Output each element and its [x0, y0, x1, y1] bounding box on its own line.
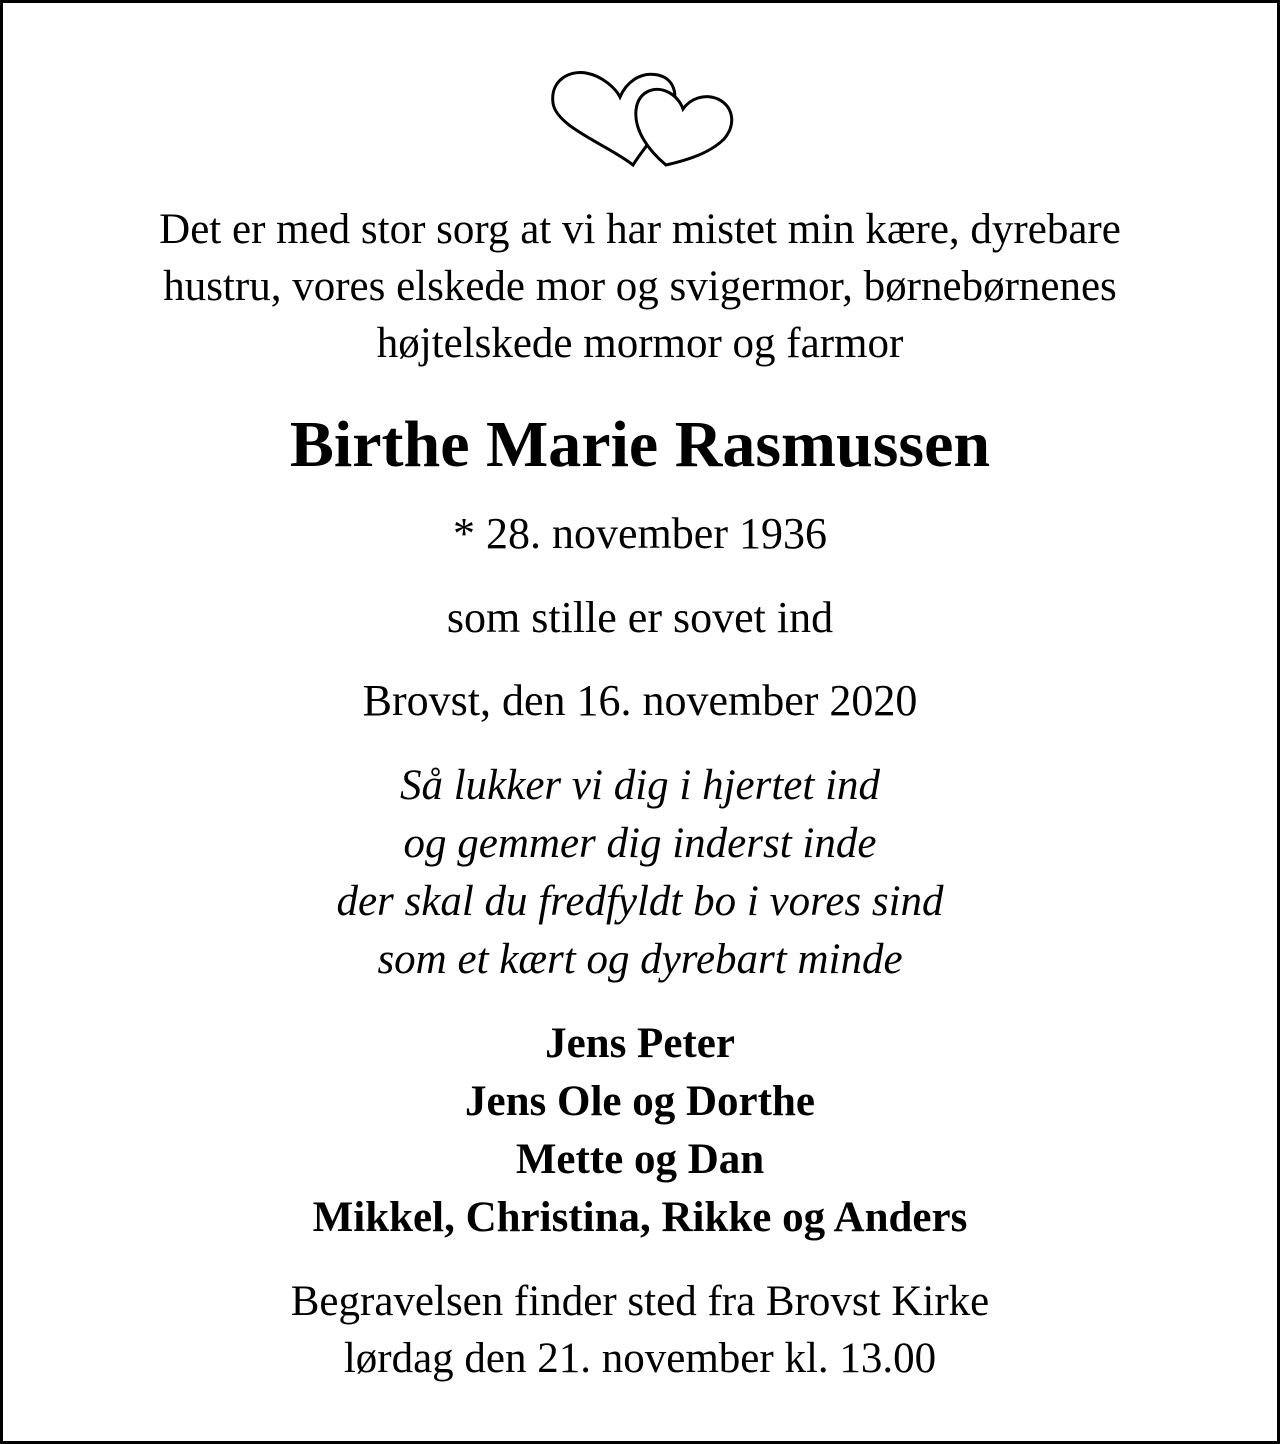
- funeral-line: lørdag den 21. november kl. 13.00: [343, 1335, 937, 1382]
- intro-line: hustru, vores elskede mor og svigermor, børnebørnenes: [163, 263, 1117, 310]
- funeral-info: [3, 1273, 1277, 1387]
- poem-line: som et kært og dyrebart minde: [377, 936, 903, 983]
- intro-line: højtelskede mormor og farmor: [376, 320, 904, 367]
- intro-text: [3, 201, 1277, 372]
- poem-line: der skal du fredfyldt bo i vores sind: [336, 878, 944, 925]
- poem: [3, 757, 1277, 989]
- family-names: [3, 1015, 1277, 1247]
- double-hearts-icon: [548, 65, 738, 175]
- passing-text: som stille er sovet ind: [446, 593, 834, 642]
- funeral-line: Begravelsen finder sted fra Brovst Kirke: [290, 1278, 990, 1325]
- poem-line: Så lukker vi dig i hjertet ind: [399, 762, 881, 809]
- family-line: Jens Ole og Dorthe: [465, 1078, 815, 1125]
- place-date: Brovst, den 16. november 2020: [362, 676, 918, 725]
- birth-date: * 28. november 1936: [453, 509, 827, 558]
- deceased-name: Birthe Marie Rasmussen: [289, 408, 991, 481]
- family-line: Mikkel, Christina, Rikke og Anders: [312, 1194, 968, 1241]
- family-line: Mette og Dan: [515, 1136, 765, 1183]
- family-line: Jens Peter: [545, 1020, 735, 1067]
- intro-line: Det er med stor sorg at vi har mistet min kære, dyrebare: [159, 206, 1121, 253]
- poem-line: og gemmer dig inderst inde: [403, 820, 877, 867]
